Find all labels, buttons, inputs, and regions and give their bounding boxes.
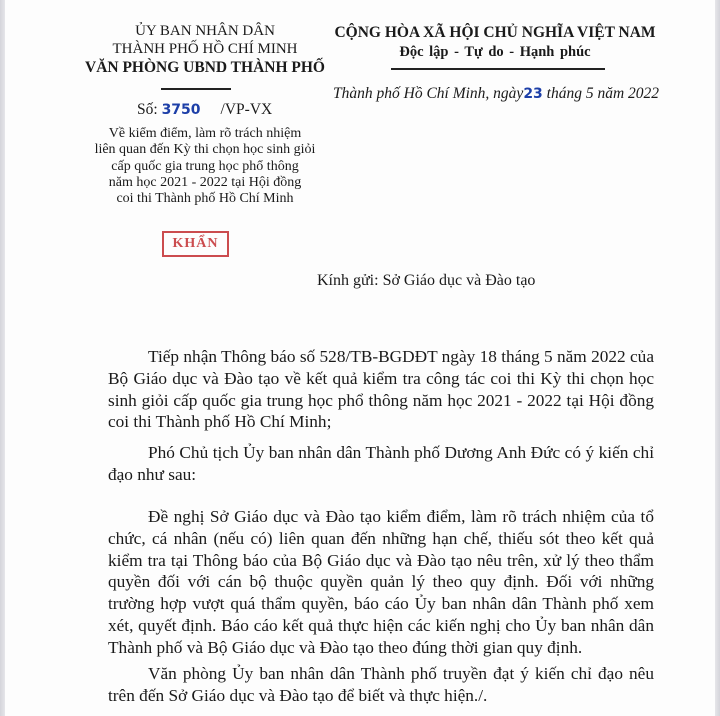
number-suffix: /VP-VX — [220, 101, 273, 118]
recipient-line: Kính gửi: Sở Giáo dục và Đào tạo — [317, 272, 536, 289]
org-line-2: THÀNH PHỐ HỒ CHÍ MINH — [112, 41, 298, 57]
document-page — [5, 0, 715, 716]
body-paragraph-2: Phó Chủ tịch Ủy ban nhân dân Thành phố Dương Anh Đức có ý kiến chỉ đạo như sau: — [108, 443, 654, 484]
subject-line: coi thi Thành phố Hồ Chí Minh — [116, 191, 294, 207]
place-date-prefix: Thành phố Hồ Chí Minh, ngày — [333, 85, 524, 102]
nation-title: CỘNG HÒA XÃ HỘI CHỦ NGHĨA VIỆT NAM — [334, 24, 656, 41]
subject-block — [85, 126, 325, 207]
document-number — [137, 101, 272, 119]
subject-line: liên quan đến Kỳ thi chọn học sinh giỏi — [94, 142, 316, 158]
org-line-1: ỦY BAN NHÂN DÂN — [135, 23, 275, 39]
page-edge-right — [715, 0, 720, 716]
place-date-suffix: tháng 5 năm 2022 — [542, 85, 660, 102]
org-line-3: VĂN PHÒNG UBND THÀNH PHỐ — [85, 59, 325, 76]
subject-line: năm học 2021 - 2022 tại Hội đồng — [108, 174, 302, 190]
org-underline — [161, 88, 231, 90]
number-prefix: Số: — [137, 101, 162, 118]
body-paragraph-3: Đề nghị Sở Giáo dục và Đào tạo kiểm điểm, làm rõ trách nhiệm của tổ chức, cá nhân (nếu có) liên quan đến những hạn chế, thiếu sót theo kết quả kiểm tra tại Thông báo của Bộ Giáo dục và Đào tạo nêu trên, xử lý theo thẩm quyền đối với cán bộ thuộc quyền quản lý theo quy định. Đối với những trường hợp vượt quá thẩm quyền, báo cáo Ủy ban nhân dân Thành phố xem xét, quyết định. Báo cáo kết quả thực hiện các kiến nghị cho Ủy ban nhân dân Thành phố và Bộ Giáo dục và Đào tạo theo đúng thời gian quy định. — [108, 507, 654, 657]
place-date — [333, 85, 659, 103]
number-handwritten: 3750 — [161, 102, 201, 118]
subject-line: cấp quốc gia trung học phổ thông — [111, 158, 299, 174]
national-motto: Độc lập - Tự do - Hạnh phúc — [399, 44, 591, 60]
body-paragraph-4: Văn phòng Ủy ban nhân dân Thành phố truyền đạt ý kiến chỉ đạo nêu trên đến Sở Giáo dục và Đào tạo để biết và thực hiện./. — [108, 664, 654, 705]
motto-underline — [391, 68, 605, 70]
day-handwritten: 23 — [523, 86, 543, 102]
body-paragraph-1: Tiếp nhận Thông báo số 528/TB-BGDĐT ngày 18 tháng 5 năm 2022 của Bộ Giáo dục và Đào tạo về kết quả kiểm tra công tác coi thi Kỳ thi chọn học sinh giỏi cấp quốc gia trung học phổ thông năm học 2021 - 2022 tại Hội đồng coi thi Thành phố Hồ Chí Minh; — [108, 347, 654, 432]
urgent-stamp: KHẨN — [162, 231, 229, 257]
subject-line: Về kiểm điểm, làm rõ trách nhiệm — [108, 126, 302, 141]
